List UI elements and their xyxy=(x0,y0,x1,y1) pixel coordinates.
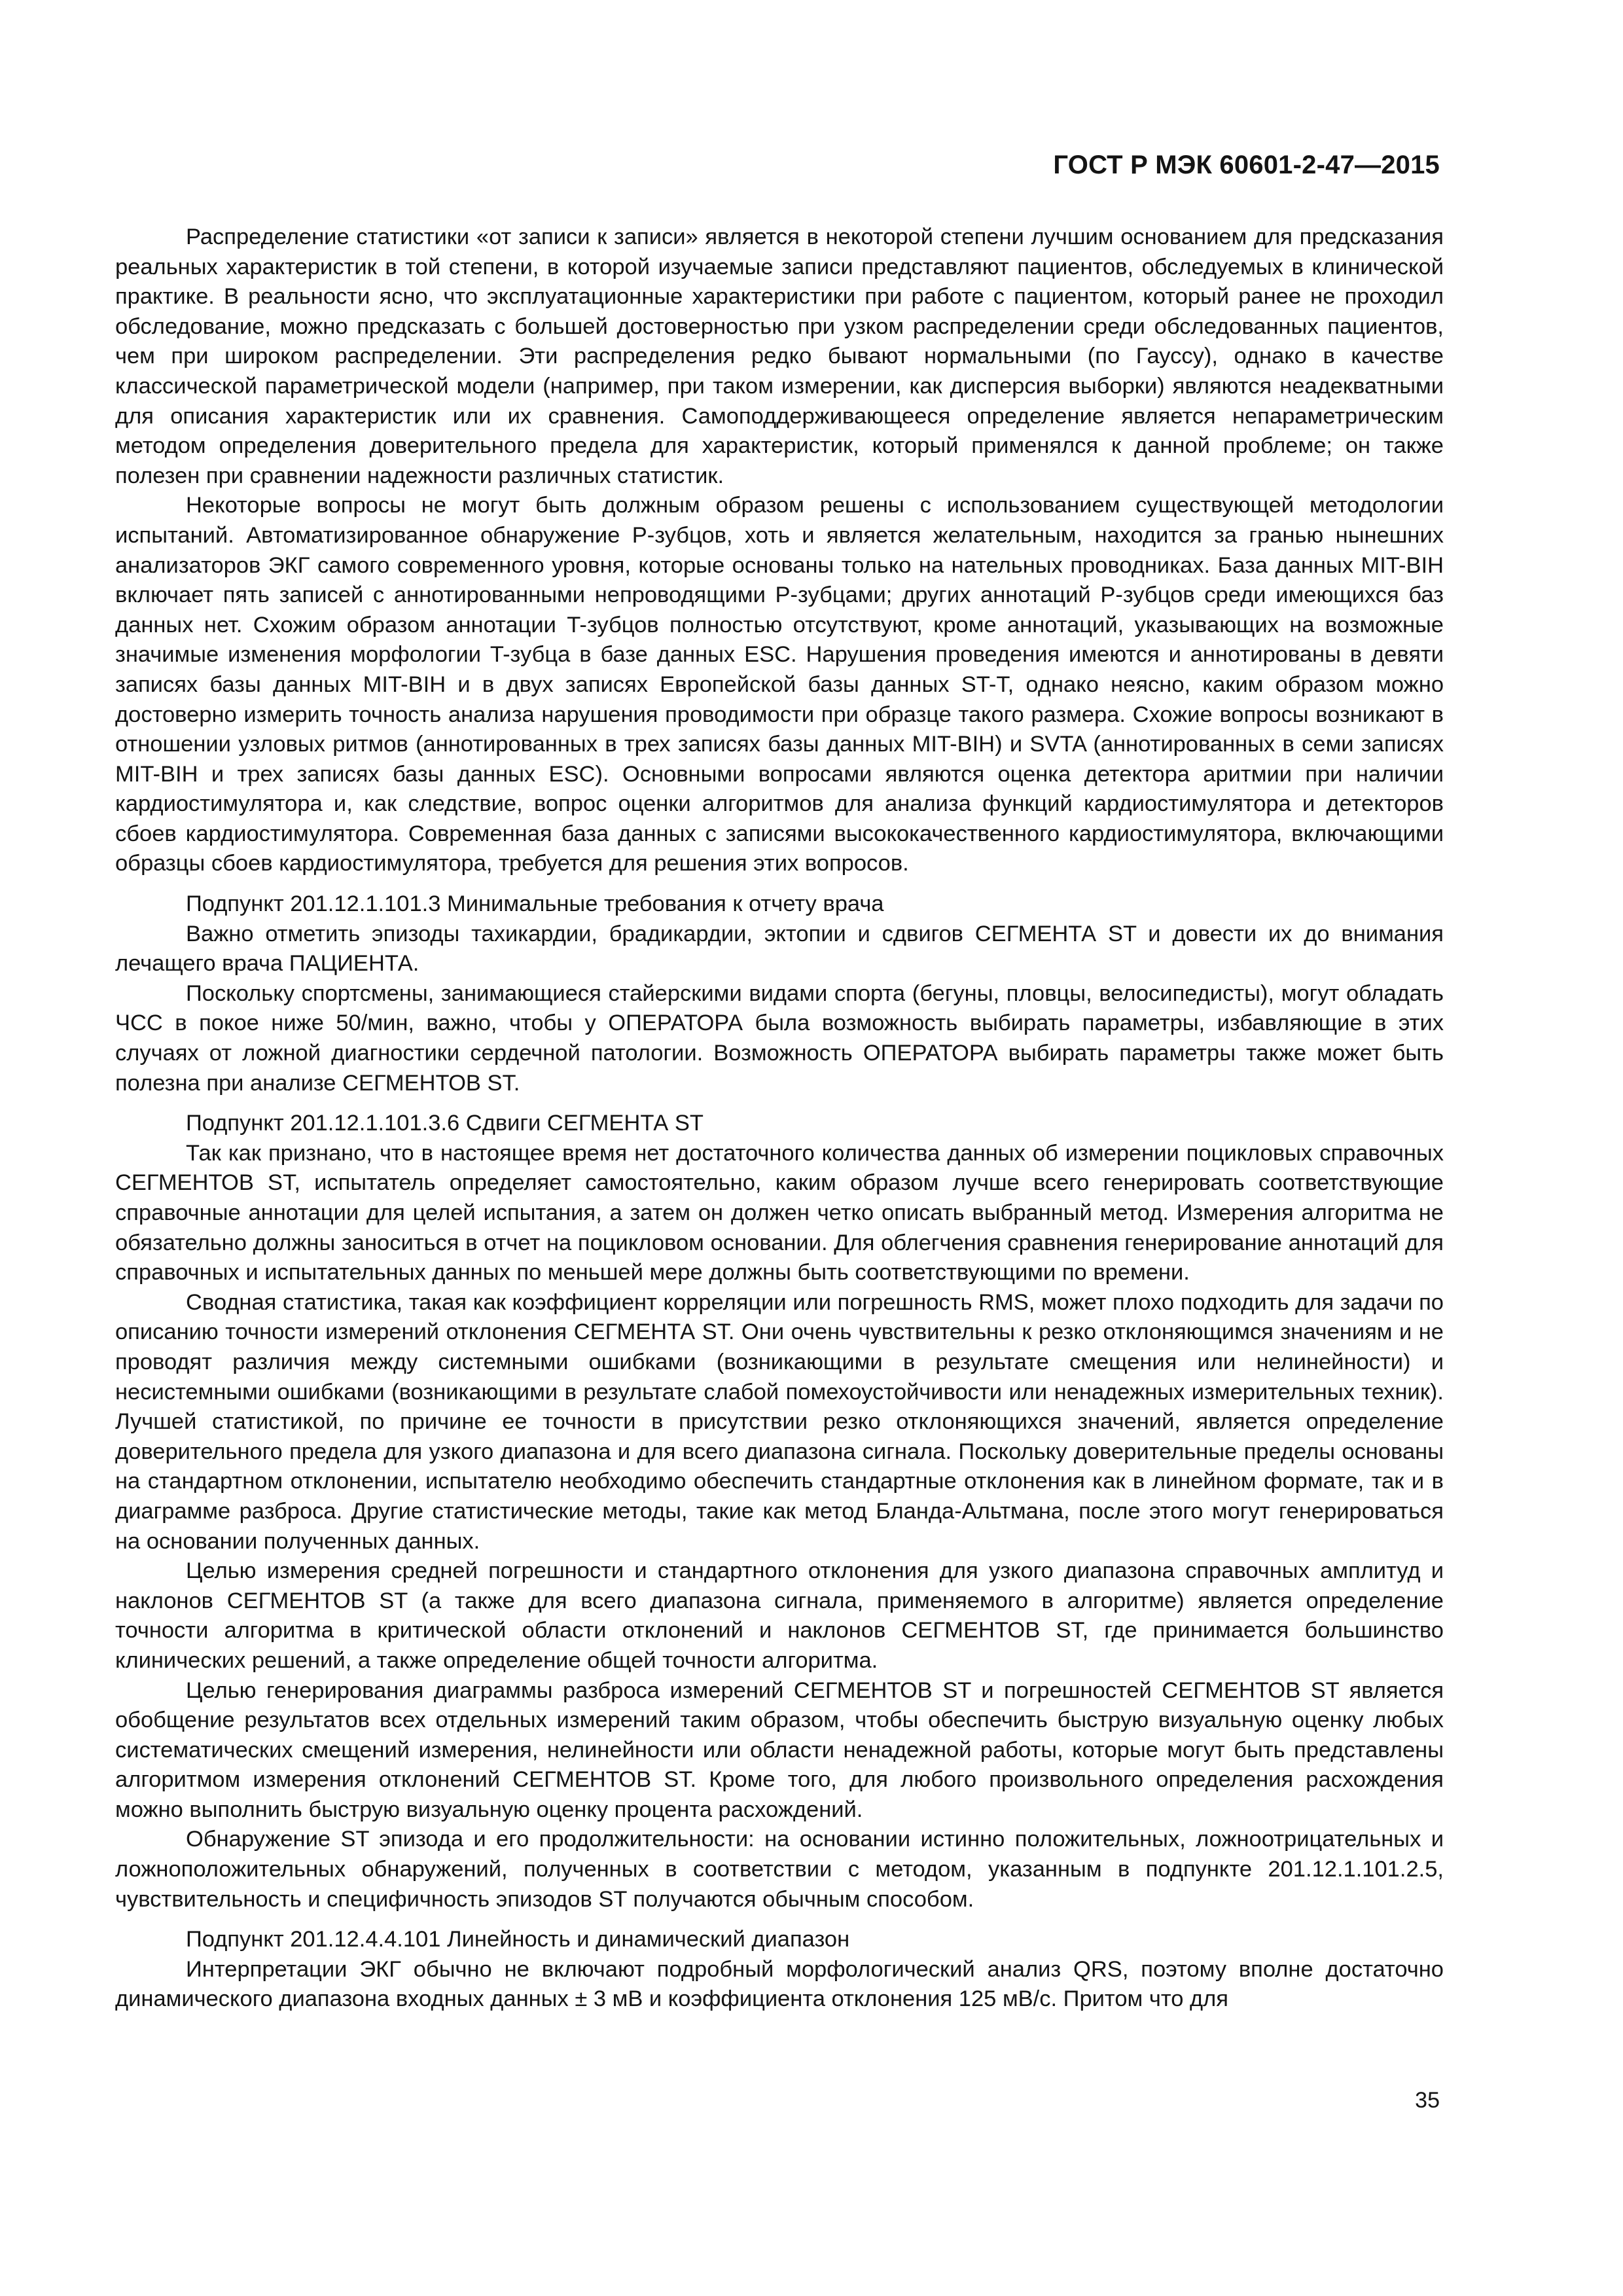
paragraph: Сводная статистика, такая как коэффициент корреляции или погрешность RMS, может плохо подходить для задачи по описанию точности измерений отклонения СЕГМЕНТА ST. Они очень чувствительны к резко отклоняющимся значениям и не проводят различия между системными ошибками (возникающими в результате смещения или нелинейности) и несистемными ошибками (возникающими в результате слабой помехоустойчивости или ненадежных измерительных техник). Лучшей статистикой, по причине ее точности в присутствии резко отклоняющихся значений, является определение доверительного предела для узкого диапазона и для всего диапазона сигнала. Поскольку доверительные пределы основаны на стандартном отклонении, испытателю необходимо обеспечить стандартные отклонения как в линейном формате, так и в диаграмме разброса. Другие статистические методы, такие как метод Бланда-Альтмана, после этого могут генерироваться на основании полученных данных. xyxy=(115,1289,1444,1554)
paragraph: Обнаружение ST эпизода и его продолжительности: на основании истинно положительных, ложноотрицательных и ложноположительных обнаружений, полученных в соответствии с методом, указанным в подпункте 201.12.1.101.2.5, чувствительность и специфичность эпизодов ST получаются обычным способом. xyxy=(115,1827,1444,1912)
paragraph: Важно отметить эпизоды тахикардии, брадикардии, эктопии и сдвигов СЕГМЕНТА ST и довести их до внимания лечащего врача ПАЦИЕНТА. xyxy=(115,921,1444,977)
subclause-heading: Подпункт 201.12.1.101.3 Минимальные требования к отчету врача xyxy=(186,891,884,917)
paragraph: Так как признано, что в настоящее время нет достаточного количества данных об измерении поцикловых справочных СЕГМЕНТОВ ST, испытатель определяет самостоятельно, каким образом лучше всего генерировать соответствующие справочные аннотации для целей испытания, а затем он должен четко описать выбранный метод. Измерения алгоритма не обязательно должны заноситься в отчет на поцикловом основании. Для облегчения сравнения генерирование аннотаций для справочных и испытательных данных по меньшей мере должны быть соответствующими по времени. xyxy=(115,1140,1444,1285)
subclause-heading: Подпункт 201.12.4.4.101 Линейность и динамический диапазон xyxy=(186,1927,850,1952)
paragraph: Целью генерирования диаграммы разброса измерений СЕГМЕНТОВ ST и погрешностей СЕГМЕНТОВ ST является обобщение результатов всех отдельных измерений таким образом, чтобы обеспечить быструю визуальную оценку любых систематических смещений измерения, нелинейности или области ненадежной работы, которые могут быть представлены алгоритмом измерения отклонений СЕГМЕНТОВ ST. Кроме того, для любого произвольного определения расхождения можно выполнить быструю визуальную оценку процента расхождений. xyxy=(115,1677,1444,1822)
paragraph: Целью измерения средней погрешности и стандартного отклонения для узкого диапазона справочных амплитуд и наклонов СЕГМЕНТОВ ST (а также для всего диапазона сигнала, применяемого в алгоритме) является определение точности алгоритма в критической области отклонений и наклонов СЕГМЕНТОВ ST, где принимается большинство клинических решений, а также определение общей точности алгоритма. xyxy=(115,1558,1444,1673)
paragraph: Интерпретации ЭКГ обычно не включают подробный морфологический анализ QRS, поэтому вполне достаточно динамического диапазона входных данных ± 3 мВ и коэффициента отклонения 125 мВ/с. Притом что для xyxy=(115,1956,1444,2012)
subclause-heading: Подпункт 201.12.1.101.3.6 Сдвиги СЕГМЕНТА ST xyxy=(186,1111,704,1136)
paragraph: Некоторые вопросы не могут быть должным образом решены с использованием существующей методологии испытаний. Автоматизированное обнаружение P-зубцов, хоть и является желательным, находится за гранью нынешних анализаторов ЭКГ самого современного уровня, которые основаны только на нательных проводниках. База данных MIT-BIH включает пять записей с аннотированными непроводящими P-зубцами; других аннотаций P-зубцов среди имеющихся баз данных нет. Схожим образом аннотации T-зубцов полностью отсутствуют, кроме аннотаций, указывающих на возможные значимые изменения морфологии T-зубца в базе данных ESC. Нарушения проведения имеются и аннотированы в девяти записях базы данных MIT-BIH и в двух записях Европейской базы данных ST-T, однако неясно, каким образом можно достоверно измерить точность анализа нарушения проводимости при образце такого размера. Схожие вопросы возникают в отношении узловых ритмов (аннотированных в трех записях базы данных MIT-BIH) и SVTA (аннотированных в семи записях MIT-BIH и трех записях базы данных ESC). Основными вопросами являются оценка детектора аритмии при наличии кардиостимулятора и, как следствие, вопрос оценки алгоритмов для анализа функций кардиостимулятора и детекторов сбоев кардиостимулятора. Современная база данных с записями высококачественного кардиостимулятора, включающими образцы сбоев кардиостимулятора, требуется для решения этих вопросов. xyxy=(115,493,1444,876)
paragraph: Поскольку спортсмены, занимающиеся стайерскими видами спорта (бегуны, пловцы, велосипедисты), могут обладать ЧСС в покое ниже 50/мин, важно, чтобы у ОПЕРАТОРА была возможность выбирать параметры, избавляющие в этих случаях от ложной диагностики сердечной патологии. Возможность ОПЕРАТОРА выбирать параметры также может быть полезна при анализе СЕГМЕНТОВ ST. xyxy=(115,980,1444,1096)
paragraph: Распределение статистики «от записи к записи» является в некоторой степени лучшим основанием для предсказания реальных характеристик в той степени, в которой изучаемые записи представляют пациентов, обследуемых в клинической практике. В реальности ясно, что эксплуатационные характеристики при работе с пациентом, который ранее не проходил обследование, можно предсказать с большей достоверностью при узком распределении среди обследованных пациентов, чем при широком распределении. Эти распределения редко бывают нормальными (по Гауссу), однако в качестве классической параметрической модели (например, при таком измерении, как дисперсия выборки) являются неадекватными для описания характеристик или их сравнения. Самоподдерживающееся определение является непараметрическим методом определения доверительного предела для характеристик, который применялся к данной проблеме; он также полезен при сравнении надежности различных статистик. xyxy=(115,224,1444,488)
document-code-header: ГОСТ Р МЭК 60601-2-47—2015 xyxy=(1053,151,1440,179)
document-body xyxy=(115,223,1444,2015)
page-number: 35 xyxy=(1415,2088,1440,2113)
